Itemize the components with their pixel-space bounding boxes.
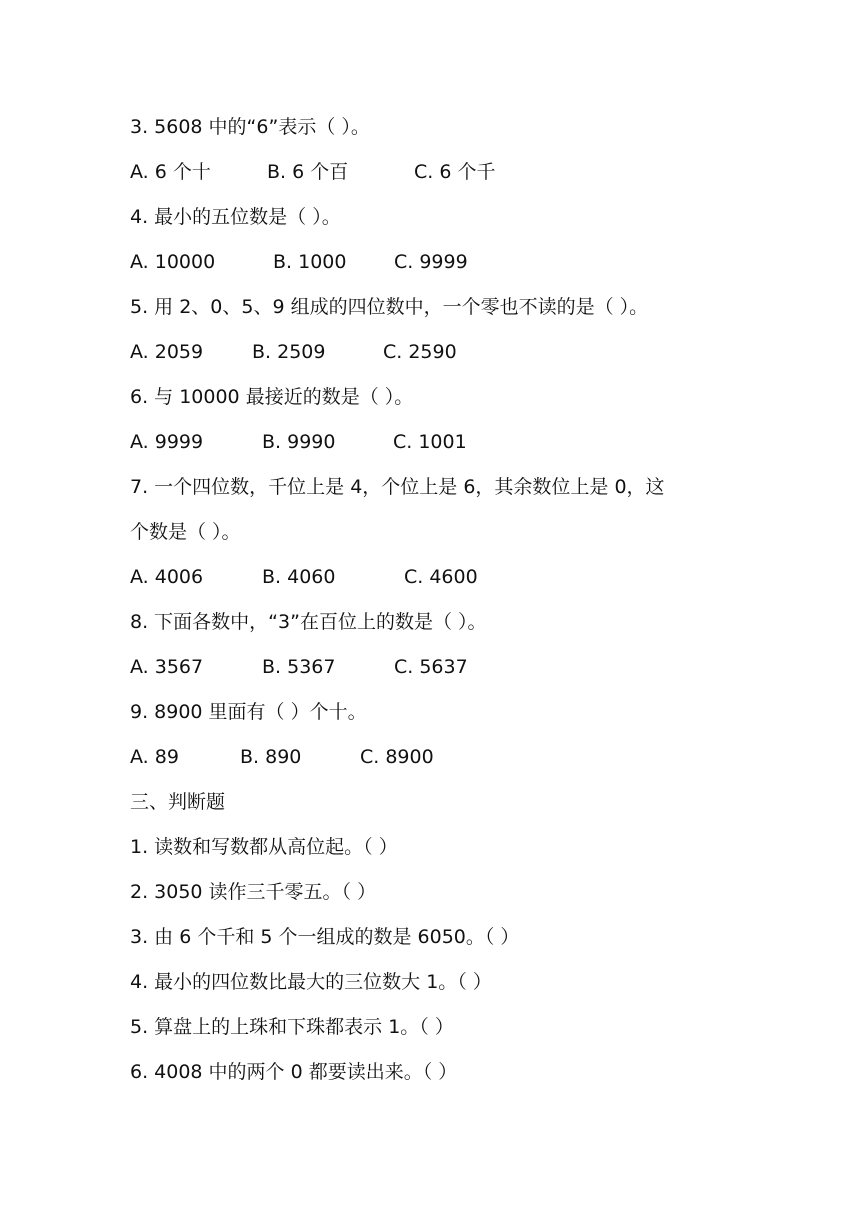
option-a: A. 4006 <box>130 566 204 588</box>
option-a: A. 10000 <box>130 251 216 273</box>
option-c: C. 2590 <box>383 341 457 363</box>
option-a: A. 3567 <box>130 656 204 678</box>
option-c: C. 9999 <box>394 251 468 273</box>
option-b: B. 5367 <box>262 656 336 678</box>
option-a: A. 6 个十 <box>130 161 211 183</box>
option-b: B. 6 个百 <box>267 161 349 183</box>
option-a: A. 2059 <box>130 341 204 363</box>
judgment-5: 5. 算盘上的上珠和下珠都表示 1。（ ） <box>130 1016 454 1038</box>
option-c: C. 8900 <box>360 746 434 768</box>
question-4-stem: 4. 最小的五位数是（ ）。 <box>130 206 341 228</box>
option-c: C. 6 个千 <box>414 161 496 183</box>
question-7-stem: 7. 一个四位数，千位上是 4，个位上是 6，其余数位上是 0，这 <box>130 476 665 498</box>
section-title: 三、判断题 <box>130 791 226 813</box>
question-9-stem: 9. 8900 里面有（ ）个十。 <box>130 701 367 723</box>
option-a: A. 9999 <box>130 431 204 453</box>
option-b: B. 4060 <box>262 566 336 588</box>
question-6-stem: 6. 与 10000 最接近的数是（ ）。 <box>130 386 414 408</box>
question-7-stem-continued: 个数是（ ）。 <box>130 521 241 543</box>
judgment-1: 1. 读数和写数都从高位起。（ ） <box>130 836 398 858</box>
judgment-6: 6. 4008 中的两个 0 都要读出来。（ ） <box>130 1061 458 1083</box>
option-b: B. 890 <box>240 746 302 768</box>
option-b: B. 1000 <box>273 251 347 273</box>
option-b: B. 2509 <box>252 341 326 363</box>
option-c: C. 5637 <box>394 656 468 678</box>
option-c: C. 1001 <box>393 431 467 453</box>
judgment-4: 4. 最小的四位数比最大的三位数大 1。（ ） <box>130 971 492 993</box>
judgment-3: 3. 由 6 个千和 5 个一组成的数是 6050。（ ） <box>130 926 520 948</box>
option-a: A. 89 <box>130 746 179 768</box>
option-b: B. 9990 <box>262 431 336 453</box>
question-5-stem: 5. 用 2、0、5、9 组成的四位数中，一个零也不读的是（ ）。 <box>130 296 649 318</box>
question-8-stem: 8. 下面各数中，“3”在百位上的数是（ ）。 <box>130 611 487 633</box>
option-c: C. 4600 <box>404 566 478 588</box>
judgment-2: 2. 3050 读作三千零五。（ ） <box>130 881 377 903</box>
question-3-stem: 3. 5608 中的“6”表示（ ）。 <box>130 116 370 138</box>
